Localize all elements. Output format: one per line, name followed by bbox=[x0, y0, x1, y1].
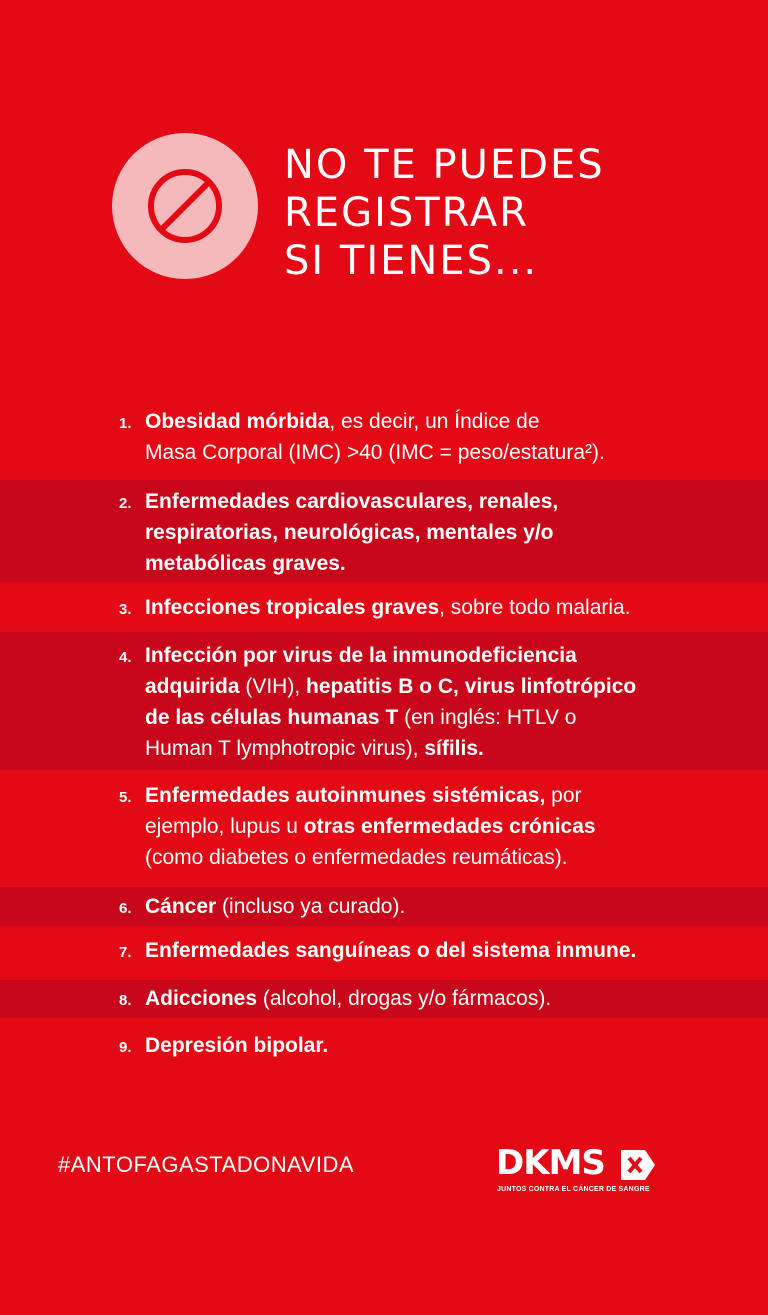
item-number: 5. bbox=[119, 789, 132, 806]
item-text bbox=[145, 406, 728, 468]
logo-x-icon bbox=[621, 1150, 655, 1180]
item-text-segment: adquirida bbox=[145, 675, 240, 698]
page-title bbox=[284, 141, 605, 285]
conditions-list bbox=[0, 400, 768, 1068]
item-text-segment: , sobre todo malaria. bbox=[439, 596, 631, 619]
item-text bbox=[145, 983, 728, 1014]
item-number: 4. bbox=[119, 649, 132, 666]
title-line-1: NO TE PUEDES bbox=[284, 142, 605, 188]
title-line-2: REGISTRAR bbox=[284, 190, 530, 236]
item-number: 8. bbox=[119, 992, 132, 1009]
item-number: 6. bbox=[119, 900, 132, 917]
list-item-8 bbox=[0, 980, 768, 1018]
item-text-segment: hepatitis B o C, virus linfotrópico bbox=[306, 675, 637, 698]
item-text-segment: Cáncer bbox=[145, 895, 217, 918]
item-text-segment: Enfermedades cardiovasculares, renales, bbox=[145, 490, 559, 513]
list-item-5 bbox=[0, 770, 768, 887]
item-text bbox=[145, 486, 728, 579]
header bbox=[112, 133, 712, 283]
item-text-segment: Obesidad mórbida bbox=[145, 410, 330, 433]
item-text-segment: Enfermedades sanguíneas o del sistema inmune. bbox=[145, 939, 637, 962]
item-number: 2. bbox=[119, 495, 132, 512]
list-item-4 bbox=[0, 632, 768, 770]
list-item-9 bbox=[0, 1018, 768, 1068]
hashtag: #ANTOFAGASTADONAVIDA bbox=[58, 1152, 355, 1177]
item-text bbox=[145, 935, 728, 966]
prohibited-icon-glyph bbox=[112, 133, 258, 279]
list-item-7 bbox=[0, 926, 768, 980]
item-number: 9. bbox=[119, 1039, 132, 1056]
item-text-segment: Infección por virus de la inmunodeficiencia bbox=[145, 644, 577, 667]
item-text-segment: Infecciones tropicales graves bbox=[145, 596, 440, 619]
item-text-segment: Enfermedades autoinmunes sistémicas, bbox=[145, 784, 546, 807]
list-item-3 bbox=[0, 582, 768, 632]
item-text-segment: sífilis. bbox=[424, 737, 484, 760]
item-text-segment: Human T lymphotropic virus), bbox=[145, 737, 425, 760]
item-number: 7. bbox=[119, 944, 132, 961]
item-text bbox=[145, 1030, 728, 1061]
dkms-logo bbox=[496, 1144, 666, 1196]
item-text-segment: (como diabetes o enfermedades reumáticas). bbox=[145, 846, 568, 869]
item-text-segment: Adicciones bbox=[145, 987, 258, 1010]
item-text-segment: (alcohol, drogas y/o fármacos). bbox=[257, 987, 552, 1010]
item-text-segment: por bbox=[545, 784, 582, 807]
title-line-3: SI TIENES... bbox=[284, 238, 539, 284]
item-text-segment: de las células humanas T bbox=[145, 706, 399, 729]
logo-tagline: JUNTOS CONTRA EL CÁNCER DE SANGRE bbox=[497, 1186, 650, 1193]
item-text-segment: (VIH), bbox=[239, 675, 307, 698]
logo-wordmark: DKMS bbox=[496, 1143, 605, 1183]
item-text bbox=[145, 780, 728, 873]
item-text bbox=[145, 592, 728, 623]
item-number: 3. bbox=[119, 601, 132, 618]
item-text-segment: Masa Corporal (IMC) >40 (IMC = peso/estatura²). bbox=[145, 441, 605, 464]
item-text-segment: Depresión bipolar. bbox=[145, 1034, 329, 1057]
item-text bbox=[145, 640, 728, 764]
item-text-segment: ejemplo, lupus u bbox=[145, 815, 304, 838]
item-text-segment: otras enfermedades crónicas bbox=[303, 815, 596, 838]
item-text-segment: (incluso ya curado). bbox=[216, 895, 406, 918]
item-number: 1. bbox=[119, 415, 132, 432]
list-item-1 bbox=[0, 400, 768, 480]
list-item-2 bbox=[0, 480, 768, 582]
prohibited-icon bbox=[112, 133, 258, 279]
item-text-segment: (en inglés: HTLV o bbox=[398, 706, 577, 729]
item-text bbox=[145, 891, 728, 922]
list-item-6 bbox=[0, 887, 768, 926]
item-text-segment: metabólicas graves. bbox=[145, 552, 346, 575]
item-text-segment: respiratorias, neurológicas, mentales y/o bbox=[145, 521, 554, 544]
item-text-segment: , es decir, un Índice de bbox=[329, 410, 540, 433]
